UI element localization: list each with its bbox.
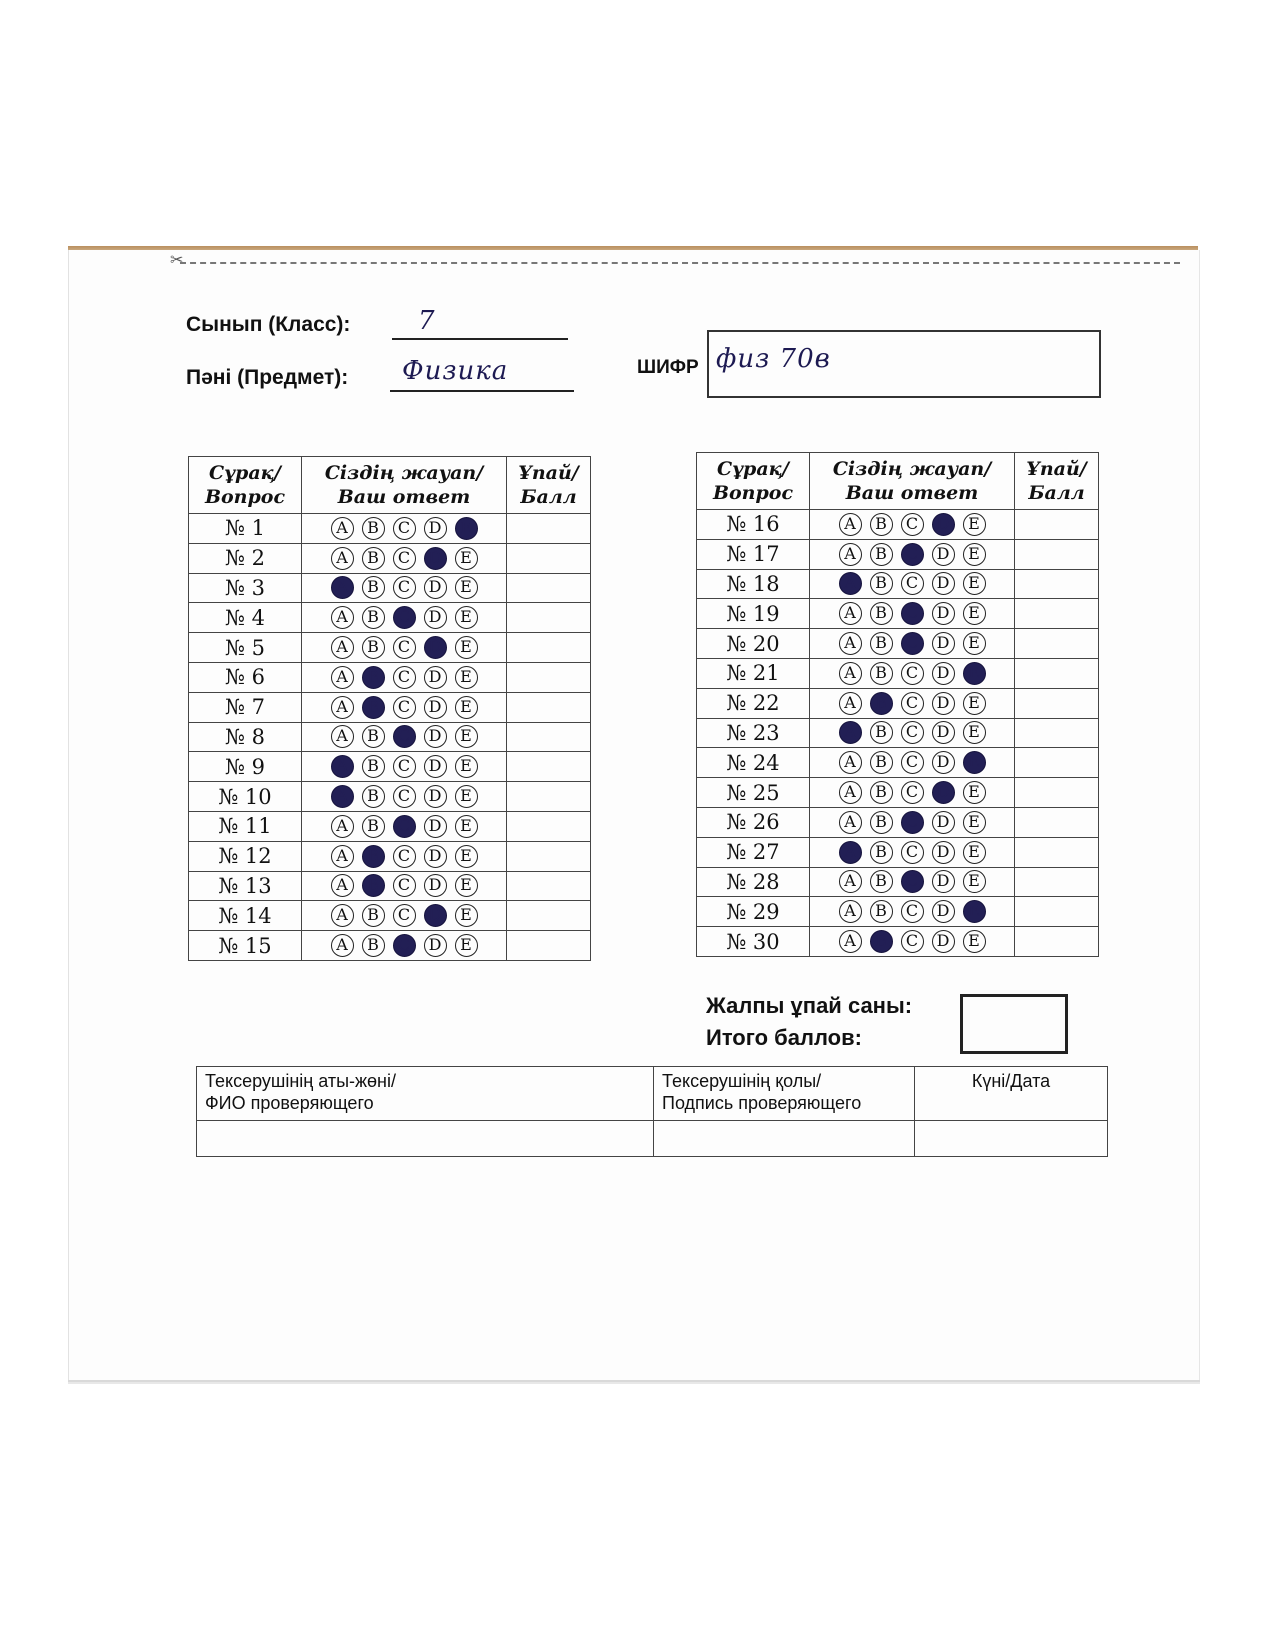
- answer-bubble-a[interactable]: A: [839, 662, 862, 685]
- question-row: [697, 807, 1099, 837]
- answer-bubble-d[interactable]: D: [932, 841, 955, 864]
- score-cell[interactable]: [1015, 688, 1099, 718]
- answer-options: [810, 748, 1015, 778]
- answer-bubble-b[interactable]: B: [870, 513, 893, 536]
- answer-bubble-b[interactable]: B: [362, 666, 385, 689]
- score-cell[interactable]: [507, 901, 591, 931]
- question-number: № 7: [189, 692, 302, 722]
- total-label-kz: Жалпы ұпай саны:: [706, 993, 913, 1018]
- answer-bubble-b[interactable]: B: [362, 576, 385, 599]
- score-cell[interactable]: [1015, 927, 1099, 957]
- answer-bubble-e[interactable]: E: [963, 602, 986, 625]
- answer-options: [810, 658, 1015, 688]
- answer-bubble-a[interactable]: A: [839, 751, 862, 774]
- question-row: [697, 658, 1099, 688]
- question-row: [189, 901, 591, 931]
- cut-line: [180, 262, 1180, 264]
- question-row: [697, 539, 1099, 569]
- answer-options: [302, 782, 507, 812]
- question-number: № 20: [697, 629, 810, 659]
- answer-bubble-d[interactable]: D: [932, 692, 955, 715]
- answer-bubble-c[interactable]: C: [393, 517, 416, 540]
- question-number: № 4: [189, 603, 302, 633]
- score-cell[interactable]: [507, 722, 591, 752]
- answer-bubble-d[interactable]: D: [424, 904, 447, 927]
- answer-bubble-a[interactable]: A: [839, 572, 862, 595]
- answer-bubble-e[interactable]: E: [455, 934, 478, 957]
- cipher-value: физ 70в: [716, 344, 831, 374]
- question-row: [189, 782, 591, 812]
- answer-bubble-e[interactable]: E: [963, 900, 986, 923]
- answer-options: [302, 662, 507, 692]
- question-number: № 15: [189, 931, 302, 961]
- question-row: [189, 514, 591, 544]
- answer-bubble-e[interactable]: E: [455, 725, 478, 748]
- answer-bubble-d[interactable]: D: [932, 632, 955, 655]
- answer-options: [810, 897, 1015, 927]
- answer-bubble-c[interactable]: C: [393, 606, 416, 629]
- answer-bubble-d[interactable]: D: [932, 781, 955, 804]
- question-row: [189, 722, 591, 752]
- answer-bubble-d[interactable]: D: [424, 934, 447, 957]
- question-row: [697, 569, 1099, 599]
- answer-bubble-e[interactable]: E: [455, 517, 478, 540]
- score-cell[interactable]: [507, 514, 591, 544]
- score-cell[interactable]: [1015, 778, 1099, 808]
- answer-bubble-e[interactable]: E: [963, 543, 986, 566]
- answer-bubble-d[interactable]: D: [424, 874, 447, 897]
- answer-bubble-d[interactable]: D: [424, 725, 447, 748]
- question-row: [189, 692, 591, 722]
- answer-bubble-e[interactable]: E: [963, 751, 986, 774]
- answer-bubble-e[interactable]: E: [455, 666, 478, 689]
- answer-bubble-c[interactable]: C: [393, 666, 416, 689]
- question-row: [189, 811, 591, 841]
- question-number: № 22: [697, 688, 810, 718]
- answer-bubble-e[interactable]: E: [963, 841, 986, 864]
- question-row: [189, 573, 591, 603]
- answer-bubble-a[interactable]: A: [331, 666, 354, 689]
- answer-bubble-b[interactable]: B: [870, 930, 893, 953]
- answer-bubble-b[interactable]: B: [870, 662, 893, 685]
- answer-bubble-c[interactable]: C: [901, 751, 924, 774]
- answer-bubble-b[interactable]: B: [362, 904, 385, 927]
- answer-bubble-d[interactable]: D: [932, 900, 955, 923]
- answer-bubble-a[interactable]: A: [839, 632, 862, 655]
- question-row: [189, 871, 591, 901]
- answer-options: [302, 633, 507, 663]
- question-number: № 5: [189, 633, 302, 663]
- question-number: № 2: [189, 543, 302, 573]
- question-number: № 18: [697, 569, 810, 599]
- answer-bubble-d[interactable]: D: [424, 636, 447, 659]
- class-value[interactable]: 7: [418, 306, 436, 336]
- answer-bubble-e[interactable]: E: [455, 845, 478, 868]
- score-cell[interactable]: [1015, 539, 1099, 569]
- answer-bubble-d[interactable]: D: [424, 755, 447, 778]
- answer-options: [810, 837, 1015, 867]
- score-cell[interactable]: [507, 603, 591, 633]
- answer-bubble-c[interactable]: C: [393, 547, 416, 570]
- answer-bubble-e[interactable]: E: [963, 870, 986, 893]
- answer-bubble-e[interactable]: E: [455, 576, 478, 599]
- question-row: [189, 752, 591, 782]
- question-number: № 24: [697, 748, 810, 778]
- answer-bubble-a[interactable]: A: [839, 900, 862, 923]
- answer-bubble-e[interactable]: E: [455, 874, 478, 897]
- checker-table: [196, 1066, 1108, 1157]
- total-label-ru: Итого баллов:: [706, 1025, 862, 1050]
- answer-bubble-a[interactable]: A: [839, 602, 862, 625]
- answer-bubble-a[interactable]: A: [839, 543, 862, 566]
- answer-bubble-b[interactable]: B: [362, 845, 385, 868]
- answer-bubble-a[interactable]: A: [331, 576, 354, 599]
- question-header: Сұрақ/ Вопрос: [189, 457, 302, 514]
- answer-bubble-c[interactable]: C: [901, 662, 924, 685]
- answer-bubble-c[interactable]: C: [393, 934, 416, 957]
- question-number: № 27: [697, 837, 810, 867]
- answer-bubble-a[interactable]: A: [331, 904, 354, 927]
- answer-bubble-b[interactable]: B: [362, 874, 385, 897]
- answer-bubble-d[interactable]: D: [932, 721, 955, 744]
- answer-bubble-b[interactable]: B: [362, 815, 385, 838]
- answer-bubble-d[interactable]: D: [932, 572, 955, 595]
- answer-bubble-d[interactable]: D: [424, 845, 447, 868]
- question-number: № 29: [697, 897, 810, 927]
- question-row: [697, 629, 1099, 659]
- score-cell[interactable]: [507, 931, 591, 961]
- answer-bubble-e[interactable]: E: [455, 547, 478, 570]
- answer-header: Сіздің жауап/ Ваш ответ: [810, 453, 1015, 510]
- question-number: № 28: [697, 867, 810, 897]
- answer-options: [810, 688, 1015, 718]
- answer-bubble-a[interactable]: A: [839, 781, 862, 804]
- question-row: [697, 927, 1099, 957]
- answer-bubble-e[interactable]: E: [963, 632, 986, 655]
- answer-bubble-c[interactable]: C: [901, 632, 924, 655]
- question-number: № 10: [189, 782, 302, 812]
- question-number: № 26: [697, 807, 810, 837]
- question-number: № 8: [189, 722, 302, 752]
- answer-bubble-a[interactable]: A: [331, 755, 354, 778]
- answer-options: [810, 510, 1015, 540]
- answer-options: [302, 603, 507, 633]
- answer-bubble-a[interactable]: A: [839, 841, 862, 864]
- answer-bubble-b[interactable]: B: [870, 602, 893, 625]
- question-number: № 11: [189, 811, 302, 841]
- answer-bubble-e[interactable]: E: [963, 811, 986, 834]
- question-row: [697, 748, 1099, 778]
- answer-bubble-b[interactable]: B: [362, 696, 385, 719]
- answer-bubble-a[interactable]: A: [331, 934, 354, 957]
- answer-bubble-b[interactable]: B: [870, 811, 893, 834]
- score-cell[interactable]: [507, 841, 591, 871]
- answer-bubble-e[interactable]: E: [455, 636, 478, 659]
- answer-bubble-b[interactable]: B: [362, 934, 385, 957]
- score-cell[interactable]: [1015, 807, 1099, 837]
- answer-bubble-c[interactable]: C: [901, 900, 924, 923]
- answer-options: [810, 569, 1015, 599]
- score-cell[interactable]: [1015, 569, 1099, 599]
- answer-bubble-b[interactable]: B: [870, 781, 893, 804]
- answer-bubble-c[interactable]: C: [393, 636, 416, 659]
- answer-bubble-b[interactable]: B: [870, 692, 893, 715]
- answer-bubble-b[interactable]: B: [870, 751, 893, 774]
- question-number: № 13: [189, 871, 302, 901]
- answer-bubble-e[interactable]: E: [455, 785, 478, 808]
- answer-options: [810, 778, 1015, 808]
- question-number: № 14: [189, 901, 302, 931]
- answer-options: [302, 692, 507, 722]
- question-row: [697, 867, 1099, 897]
- answer-bubble-d[interactable]: D: [424, 606, 447, 629]
- answer-bubble-c[interactable]: C: [393, 755, 416, 778]
- answer-bubble-e[interactable]: E: [455, 606, 478, 629]
- answer-bubble-a[interactable]: A: [331, 785, 354, 808]
- score-cell[interactable]: [1015, 658, 1099, 688]
- answer-bubble-c[interactable]: C: [901, 602, 924, 625]
- answer-bubble-b[interactable]: B: [870, 900, 893, 923]
- answer-bubble-a[interactable]: A: [331, 517, 354, 540]
- checker-signature-cell[interactable]: [654, 1121, 915, 1157]
- question-row: [697, 510, 1099, 540]
- question-row: [697, 688, 1099, 718]
- answer-bubble-c[interactable]: C: [393, 815, 416, 838]
- question-row: [697, 778, 1099, 808]
- class-label: Сынып (Класс):: [186, 313, 351, 336]
- answer-bubble-b[interactable]: B: [870, 543, 893, 566]
- question-number: № 1: [189, 514, 302, 544]
- score-cell[interactable]: [1015, 629, 1099, 659]
- question-number: № 21: [697, 658, 810, 688]
- answer-bubble-a[interactable]: A: [839, 721, 862, 744]
- question-number: № 23: [697, 718, 810, 748]
- answer-header: Сіздің жауап/ Ваш ответ: [302, 457, 507, 514]
- answer-options: [302, 514, 507, 544]
- answer-bubble-d[interactable]: D: [932, 543, 955, 566]
- answer-bubble-e[interactable]: E: [963, 930, 986, 953]
- answer-bubble-d[interactable]: D: [424, 666, 447, 689]
- score-header: Ұпай/ Балл: [1015, 453, 1099, 510]
- checker-date-cell[interactable]: [915, 1121, 1108, 1157]
- answer-bubble-d[interactable]: D: [932, 930, 955, 953]
- question-number: № 16: [697, 510, 810, 540]
- answer-options: [302, 543, 507, 573]
- subject-value[interactable]: Физика: [402, 356, 509, 386]
- answer-bubble-d[interactable]: D: [932, 662, 955, 685]
- score-cell[interactable]: [1015, 897, 1099, 927]
- answer-bubble-b[interactable]: B: [870, 841, 893, 864]
- answer-bubble-a[interactable]: A: [331, 636, 354, 659]
- answer-bubble-b[interactable]: B: [362, 755, 385, 778]
- answer-options: [302, 811, 507, 841]
- cipher-label: ШИФР: [637, 357, 699, 378]
- score-cell[interactable]: [1015, 718, 1099, 748]
- question-row: [697, 837, 1099, 867]
- question-row: [189, 662, 591, 692]
- subject-label: Пәні (Предмет):: [186, 366, 349, 389]
- answer-bubble-e[interactable]: E: [963, 692, 986, 715]
- answer-bubble-b[interactable]: B: [362, 785, 385, 808]
- answer-bubble-e[interactable]: E: [455, 696, 478, 719]
- answer-bubble-a[interactable]: A: [839, 513, 862, 536]
- total-label: [706, 990, 912, 1054]
- answer-bubble-a[interactable]: A: [331, 874, 354, 897]
- question-number: № 30: [697, 927, 810, 957]
- question-row: [189, 543, 591, 573]
- answer-bubble-c[interactable]: C: [901, 930, 924, 953]
- answer-bubble-a[interactable]: A: [331, 725, 354, 748]
- answer-bubble-c[interactable]: C: [901, 692, 924, 715]
- score-cell[interactable]: [507, 752, 591, 782]
- answer-bubble-c[interactable]: C: [901, 841, 924, 864]
- answer-bubble-c[interactable]: C: [901, 870, 924, 893]
- answer-bubble-a[interactable]: A: [839, 811, 862, 834]
- score-cell[interactable]: [507, 811, 591, 841]
- answers-table-right: [696, 452, 1099, 957]
- answer-bubble-a[interactable]: A: [331, 696, 354, 719]
- answer-bubble-a[interactable]: A: [839, 870, 862, 893]
- answer-bubble-a[interactable]: A: [839, 692, 862, 715]
- score-cell[interactable]: [1015, 837, 1099, 867]
- checker-date-header: Күні/Дата: [915, 1067, 1108, 1121]
- answer-bubble-a[interactable]: A: [331, 815, 354, 838]
- answer-bubble-e[interactable]: E: [963, 572, 986, 595]
- answer-bubble-e[interactable]: E: [455, 904, 478, 927]
- answer-bubble-e[interactable]: E: [963, 513, 986, 536]
- answer-bubble-d[interactable]: D: [424, 517, 447, 540]
- answer-bubble-e[interactable]: E: [963, 662, 986, 685]
- question-number: № 19: [697, 599, 810, 629]
- answer-bubble-b[interactable]: B: [362, 636, 385, 659]
- answer-options: [302, 931, 507, 961]
- question-number: № 12: [189, 841, 302, 871]
- answer-bubble-e[interactable]: E: [963, 721, 986, 744]
- answer-options: [302, 901, 507, 931]
- answer-bubble-e[interactable]: E: [963, 781, 986, 804]
- scissors-icon: ✂: [170, 252, 184, 269]
- score-cell[interactable]: [507, 543, 591, 573]
- answer-bubble-b[interactable]: B: [362, 606, 385, 629]
- checker-signature-header: Тексерушінің қолы/ Подпись проверяющего: [654, 1067, 915, 1121]
- answer-bubble-d[interactable]: D: [932, 602, 955, 625]
- answer-options: [810, 629, 1015, 659]
- answer-bubble-e[interactable]: E: [455, 815, 478, 838]
- score-cell[interactable]: [507, 662, 591, 692]
- score-cell[interactable]: [507, 633, 591, 663]
- answer-bubble-a[interactable]: A: [331, 845, 354, 868]
- answer-bubble-d[interactable]: D: [424, 785, 447, 808]
- answer-bubble-c[interactable]: C: [901, 811, 924, 834]
- answer-bubble-d[interactable]: D: [932, 513, 955, 536]
- answer-options: [810, 807, 1015, 837]
- question-row: [189, 633, 591, 663]
- question-row: [189, 603, 591, 633]
- answer-bubble-b[interactable]: B: [870, 632, 893, 655]
- question-number: № 17: [697, 539, 810, 569]
- question-header: Сұрақ/ Вопрос: [697, 453, 810, 510]
- answer-options: [810, 718, 1015, 748]
- answer-bubble-d[interactable]: D: [424, 576, 447, 599]
- answer-bubble-d[interactable]: D: [424, 696, 447, 719]
- answer-bubble-c[interactable]: C: [393, 874, 416, 897]
- question-number: № 6: [189, 662, 302, 692]
- answer-bubble-c[interactable]: C: [393, 696, 416, 719]
- answer-bubble-c[interactable]: C: [393, 576, 416, 599]
- answer-bubble-d[interactable]: D: [932, 811, 955, 834]
- answer-options: [810, 539, 1015, 569]
- answer-options: [302, 573, 507, 603]
- subject-line: [390, 390, 574, 392]
- answer-bubble-c[interactable]: C: [393, 785, 416, 808]
- answer-options: [810, 599, 1015, 629]
- checker-name-cell[interactable]: [197, 1121, 654, 1157]
- question-row: [697, 599, 1099, 629]
- answer-bubble-c[interactable]: C: [393, 904, 416, 927]
- answer-bubble-d[interactable]: D: [932, 751, 955, 774]
- score-cell[interactable]: [507, 692, 591, 722]
- score-cell[interactable]: [1015, 599, 1099, 629]
- answer-options: [302, 841, 507, 871]
- question-row: [697, 897, 1099, 927]
- score-cell[interactable]: [507, 782, 591, 812]
- score-header: Ұпай/ Балл: [507, 457, 591, 514]
- checker-name-header: Тексерушінің аты-жөні/ ФИО проверяющего: [197, 1067, 654, 1121]
- question-number: № 3: [189, 573, 302, 603]
- question-row: [697, 718, 1099, 748]
- score-cell[interactable]: [507, 871, 591, 901]
- answer-bubble-b[interactable]: B: [362, 517, 385, 540]
- class-line: [392, 338, 568, 340]
- question-number: № 9: [189, 752, 302, 782]
- answer-options: [302, 752, 507, 782]
- answer-options: [302, 871, 507, 901]
- score-cell[interactable]: [1015, 867, 1099, 897]
- answer-bubble-e[interactable]: E: [455, 755, 478, 778]
- answer-bubble-b[interactable]: B: [362, 547, 385, 570]
- answer-options: [810, 867, 1015, 897]
- score-cell[interactable]: [1015, 748, 1099, 778]
- answer-bubble-c[interactable]: C: [901, 721, 924, 744]
- answer-bubble-c[interactable]: C: [901, 781, 924, 804]
- answer-options: [810, 927, 1015, 957]
- question-row: [189, 931, 591, 961]
- answer-bubble-a[interactable]: A: [331, 606, 354, 629]
- answer-bubble-d[interactable]: D: [932, 870, 955, 893]
- answer-bubble-b[interactable]: B: [870, 870, 893, 893]
- total-score-box[interactable]: [960, 994, 1068, 1054]
- answer-bubble-a[interactable]: A: [331, 547, 354, 570]
- answer-bubble-c[interactable]: C: [901, 543, 924, 566]
- answer-bubble-c[interactable]: C: [901, 513, 924, 536]
- answer-bubble-d[interactable]: D: [424, 815, 447, 838]
- question-number: № 25: [697, 778, 810, 808]
- answer-bubble-c[interactable]: C: [393, 845, 416, 868]
- score-cell[interactable]: [1015, 510, 1099, 540]
- answer-bubble-b[interactable]: B: [362, 725, 385, 748]
- score-cell[interactable]: [507, 573, 591, 603]
- answer-bubble-c[interactable]: C: [901, 572, 924, 595]
- answers-table-left: [188, 456, 591, 961]
- answer-bubble-b[interactable]: B: [870, 572, 893, 595]
- question-row: [189, 841, 591, 871]
- answer-bubble-b[interactable]: B: [870, 721, 893, 744]
- answer-bubble-d[interactable]: D: [424, 547, 447, 570]
- answer-bubble-a[interactable]: A: [839, 930, 862, 953]
- answer-options: [302, 722, 507, 752]
- answer-bubble-c[interactable]: C: [393, 725, 416, 748]
